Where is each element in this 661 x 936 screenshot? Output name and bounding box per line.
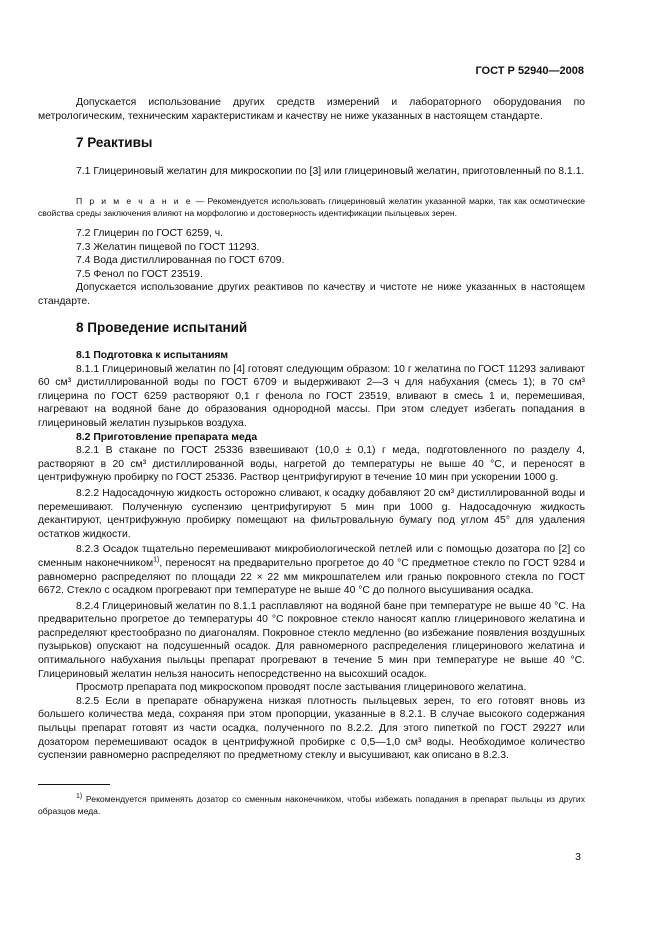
paragraph-8-2-5: 8.2.5 Если в препарате обнаружена низкая плотность пыльцевых зерен, то его готовят вновь из большего количества меда, сохраняя при этом пропорции, указанные в 8.2.1. В случае высокого содержания пыльцы препарат готовят из части осадка, полученного по 8.2.2. Для этого пипеткой по ГОСТ 29227 или дозатором перемешивают осадок в центрифужной пробирке с 0,5—1,0 см³ воды. Необходимое количество суспензии равномерно распределяют по предметному стеклу и высушивают, как описано в 8.2.3. (38, 695, 585, 762)
section-7-title: 7 Реактивы (76, 135, 153, 150)
footnote-divider (38, 784, 110, 785)
note-paragraph (38, 196, 585, 219)
document-header: ГОСТ Р 52940—2008 (475, 65, 584, 77)
paragraph-8-2-3-start: 8.2.3 Осадок тщательно перемешивают микробиологической петлей или с помощью дозатора по [2] со сменным наконечником (38, 544, 585, 569)
reagents-allow-paragraph: Допускается использование других реактивов по качеству и чистоте не ниже указанных в настоящем стандарте. (38, 282, 585, 307)
intro-paragraph: Допускается использование других средств измерений и лабораторного оборудования по метрологическим, техническим характеристикам и качеству не ниже указанных в настоящем стандарте. (38, 97, 585, 122)
footnote-ref: 1) (153, 556, 160, 564)
paragraph-7-1: 7.1 Глицериновый желатин для микроскопии по [3] или глицериновый желатин, приготовленный по 8.1.1. (76, 166, 585, 177)
reagent-item: 7.5 Фенол по ГОСТ 23519. (76, 268, 203, 280)
reagent-item: 7.4 Вода дистиллированная по ГОСТ 6709. (76, 255, 285, 267)
footnote-area (38, 768, 585, 817)
paragraph-8-2-3 (38, 543, 585, 597)
reagents-list (38, 227, 585, 309)
note-label: П р и м е ч а н и е (76, 196, 193, 206)
paragraph-8-2-4: 8.2.4 Глицериновый желатин по 8.1.1 расплавляют на водяной бане при температуре не выше 40 °С. На предварительно прогретое до температуры 40 °С покровное стекло наносят каплю глицеринового желатина и распределяют крестообразно по диагоналям. Покровное стекло медленно (во избежание появления воздушных пузырьков) опускают на подсушенный осадок. Для равномерного распределения глицеринового желатина и оптимального набухания пыльцы препарат прогревают в течение 5 мин при температуре не выше 40 °С. Глицериновый желатин нельзя наносить непосредственно на высохший осадок. (38, 600, 585, 680)
paragraph-8-2-1: 8.2.1 В стакане по ГОСТ 25336 взвешивают (10,0 ± 0,1) г меда, подготовленного по разделу 4, растворяют в 20 см³ дистиллированной воды, нагретой до температуры не выше 40 °С, и переносят в центрифужную пробирку по ГОСТ 25336. Раствор центрифугируют в течение 10 мин при ускорении 1000 g. (38, 445, 585, 484)
section-8-title: 8 Проведение испытаний (76, 320, 248, 335)
section-8-body (38, 349, 585, 763)
view-paragraph: Просмотр препарата под микроскопом проводят после застывания глицеринового желатина. (76, 682, 527, 694)
page-number: 3 (575, 851, 581, 863)
footnote (38, 793, 585, 817)
footnote-marker: 1) (76, 793, 83, 801)
subsection-8-1-title: 8.1 Подготовка к испытаниям (76, 350, 229, 361)
subsection-8-2-title: 8.2 Приготовление препарата меда (76, 431, 258, 443)
reagent-item: 7.3 Желатин пищевой по ГОСТ 11293. (76, 241, 260, 253)
paragraph-8-2-2: 8.2.2 Надосадочную жидкость осторожно сливают, к осадку добавляют 20 см³ дистиллированной воды и перемешивают. Полученную суспензию центрифугируют 5 мин при 1000 g. Надосадочную жидкость декантируют, центрифужную пробирку помещают на фильтровальную бумагу под углом 45° для удаления остатков жидкости. (38, 487, 585, 540)
note-text: — Рекомендуется использовать глицериновый желатин указанной марки, так как осмотические свойства среды заключения влияют на морфологию и достоверность идентификации пыльцевых зерен. (38, 196, 585, 218)
paragraph-8-2-3-rest: , переносят на предварительно прогретое до 40 °С предметное стекло по ГОСТ 9284 и равномерно распределяют по площади 22 × 22 мм микрошпателем или гранью покровного стекла по ГОСТ 6672. Стекло с осадком прогревают при температуре не выше 40 °С до полного высушивания осадка. (38, 557, 586, 597)
footnote-text: Рекомендуется применять дозатор со сменным наконечником, чтобы избежать попадания в препарат пыльцы из других образцов меда. (38, 794, 585, 816)
paragraph-8-1-1: 8.1.1 Глицериновый желатин по [4] готовят следующим образом: 10 г желатина по ГОСТ 11293 заливают 60 см³ дистиллированной воды по ГОСТ 6709 и выдерживают 2—3 ч для набухания (смесь 1); в 70 см³ глицерина по ГОСТ 6259 растворяют 0,1 г фенола по ГОСТ 23519, вливают в смесь 1 и, перемешивая, нагревают на водяной бане до образования однородной массы. При этом следует избегать попадания в глицериновый желатин пузырьков воздуха. (38, 363, 585, 429)
reagent-item: 7.2 Глицерин по ГОСТ 6259, ч. (76, 228, 224, 239)
